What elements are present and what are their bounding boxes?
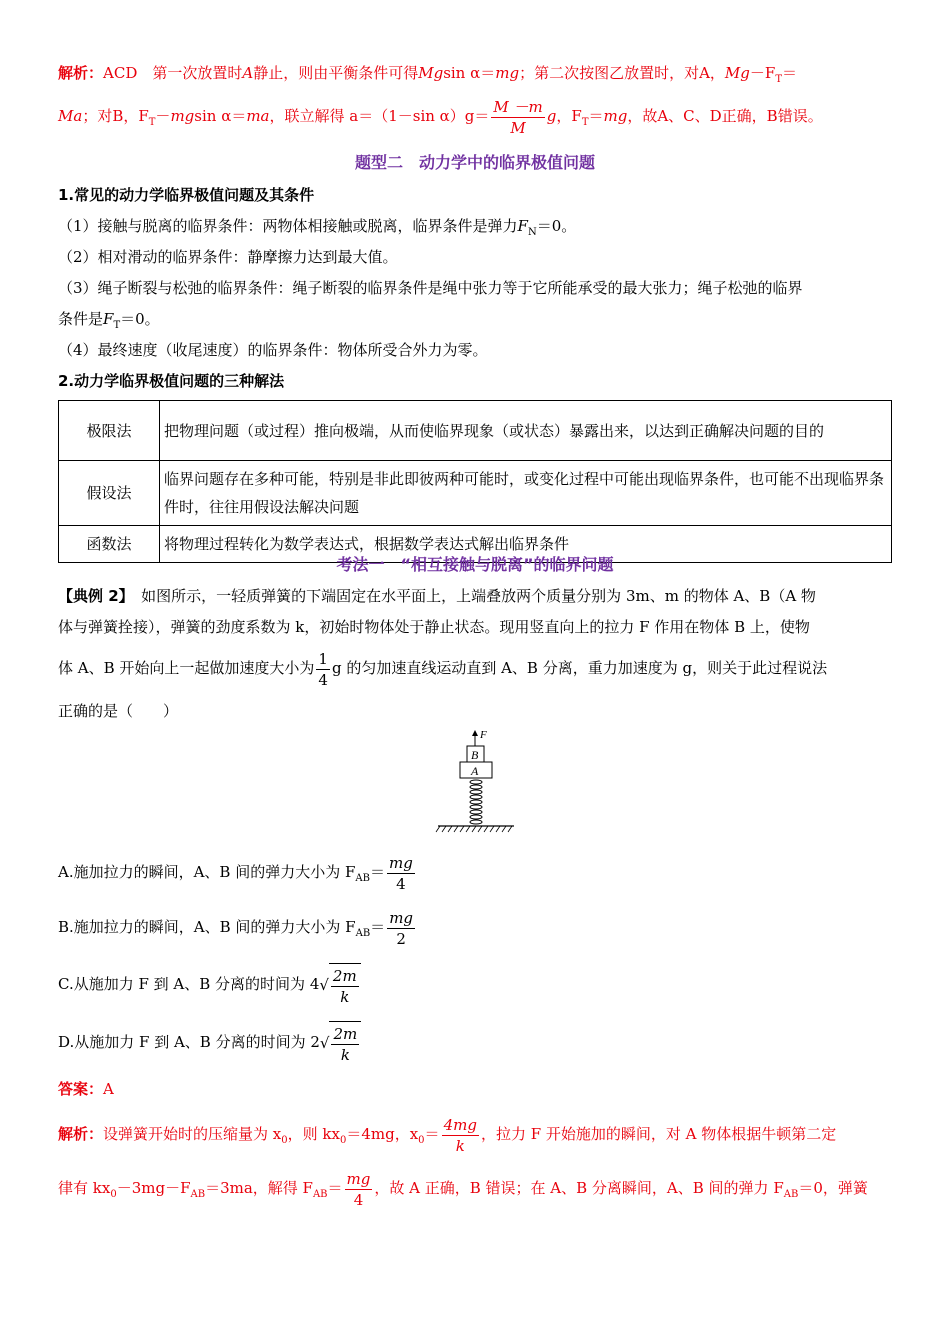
answer	[58, 1078, 114, 1100]
spring	[470, 780, 482, 824]
text: ，故 A 正确，B 错误；在 A、B 分离瞬间，A、B 间的弹力 F	[374, 1179, 784, 1197]
text: k	[340, 1046, 350, 1065]
text: mg	[170, 107, 195, 125]
analysis-label: 解析：	[58, 1125, 104, 1143]
text: AB	[783, 1189, 799, 1200]
fraction	[387, 908, 415, 949]
fraction	[442, 1115, 479, 1156]
text: 4	[318, 670, 328, 689]
fraction	[345, 1169, 373, 1210]
text: 律有 kx	[58, 1179, 111, 1197]
text: 4	[396, 874, 406, 893]
analysis2-line2	[58, 1166, 868, 1217]
text: √	[319, 1034, 330, 1053]
text: D.从施加力 F 到 A、B 分离的时间为 2	[58, 1033, 320, 1051]
text: mg	[346, 1169, 371, 1188]
text: M －m	[493, 97, 543, 116]
text: 静止，则由平衡条件可得	[253, 64, 419, 82]
example-line4: 正确的是（ ）	[58, 702, 179, 720]
force-label: F	[480, 729, 487, 741]
answer-value: A	[103, 1080, 114, 1098]
sqrt	[319, 962, 360, 1008]
fraction	[387, 853, 415, 894]
text: AB	[190, 1189, 206, 1200]
text: 如图所示，一轻质弹簧的下端固定在水平面上，上端叠放两个质量分别为 3m、m 的物体 A、B（A 物	[126, 587, 816, 605]
heading-2: 2.动力学临界极值问题的三种解法	[58, 372, 285, 390]
paragraph-3a: （3）绳子断裂与松弛的临界条件：绳子断裂的临界条件是绳中张力等于它所能承受的最大张力；绳子松弛的临界	[58, 279, 803, 297]
text: k	[340, 988, 350, 1007]
option-d	[58, 1020, 361, 1066]
text: ，拉力 F 开始施加的瞬间，对 A 物体根据牛顿第二定	[480, 1125, 837, 1143]
analysis-label: 解析：	[58, 64, 104, 82]
text: 体 A、B 开始向上一起做加速度大小为	[58, 659, 315, 677]
text: 2m	[332, 967, 357, 986]
text: ma	[246, 107, 270, 125]
analysis1-line1	[58, 62, 797, 91]
text: 条件是	[58, 310, 104, 328]
method-desc: 临界问题存在多种可能，特别是非此即彼两种可能时，或变化过程中可能出现临界条件，也可能不出现临界条件时，往往用假设法解决问题	[160, 461, 892, 526]
table-row	[59, 461, 892, 526]
example-line3	[58, 646, 827, 690]
text: 4mg	[443, 1115, 477, 1134]
text: ＝0，弹簧	[798, 1179, 868, 1197]
text: ＝	[424, 1125, 440, 1143]
text: Mg	[724, 64, 750, 82]
spring-figure	[430, 728, 520, 838]
option-a	[58, 850, 417, 901]
text: A.施加拉力的瞬间，A、B 间的弹力大小为 F	[58, 863, 356, 881]
example-line2: 体与弹簧拴接），弹簧的劲度系数为 k，初始时物体处于静止状态。现用竖直向上的拉力 F 作用在物体 B 上，使物	[58, 618, 810, 636]
text: －F	[749, 64, 776, 82]
text: ，故A、C、D正确，B错误。	[627, 107, 823, 125]
block-a-label: A	[471, 764, 479, 778]
method-name: 极限法	[59, 401, 160, 461]
text: F	[103, 310, 114, 328]
fraction	[316, 649, 330, 690]
text: ＝	[369, 863, 385, 881]
paragraph-2: （2）相对滑动的临界条件：静摩擦力达到最大值。	[58, 248, 398, 266]
option-c	[58, 962, 361, 1008]
text: T	[113, 320, 121, 331]
text: ＝0。	[536, 217, 577, 235]
text: （1）接触与脱离的临界条件：两物体相接触或脱离，临界条件是弹力	[58, 217, 518, 235]
block-b-label: B	[471, 748, 479, 762]
text: mg	[389, 908, 414, 927]
option-b	[58, 905, 417, 956]
text: ＝	[327, 1179, 343, 1197]
section-title: 题型二 动力学中的临界极值问题	[354, 153, 595, 172]
text: g	[546, 107, 557, 125]
text: ，F	[556, 107, 582, 125]
text: ＝	[370, 918, 386, 936]
text: ＝4mg，x	[346, 1125, 419, 1143]
text: ＝	[781, 64, 797, 82]
text: ＝3ma，解得 F	[205, 1179, 313, 1197]
text: －	[155, 107, 171, 125]
fraction	[331, 1024, 359, 1065]
text: Ma	[58, 107, 83, 125]
analysis2-line1	[58, 1112, 836, 1163]
text: Mg	[418, 64, 444, 82]
text: AB	[355, 928, 371, 939]
text: ；对B，F	[82, 107, 149, 125]
methods-table	[58, 400, 892, 563]
paragraph-4: （4）最终速度（收尾速度）的临界条件：物体所受合外力为零。	[58, 341, 488, 359]
table-row	[59, 401, 892, 461]
text: 1	[318, 649, 328, 668]
text: k	[455, 1136, 465, 1155]
text: T	[148, 117, 156, 128]
method-desc: 将物理过程转化为数学表达式，根据数学表达式解出临界条件	[160, 526, 892, 563]
text: F	[517, 217, 528, 235]
text: AB	[355, 873, 370, 884]
text: 0	[110, 1189, 117, 1200]
paragraph-1	[58, 215, 576, 244]
example-tag: 【典例 2】	[58, 587, 127, 605]
text: ACD 第一次放置时	[103, 64, 243, 82]
text: A	[242, 64, 254, 82]
text: 4	[353, 1190, 364, 1209]
text: 0	[418, 1135, 425, 1146]
text: B.施加拉力的瞬间，A、B 间的弹力大小为 F	[58, 918, 356, 936]
text: 0	[281, 1135, 288, 1146]
text: ，则 kx	[287, 1125, 340, 1143]
subsection-title: 考法一 “相互接触与脱离”的临界问题	[336, 555, 614, 574]
analysis1-line2	[58, 96, 823, 143]
text: sin α＝	[443, 64, 496, 82]
text: C.从施加力 F 到 A、B 分离的时间为 4	[58, 975, 320, 993]
sqrt	[320, 1020, 361, 1066]
text: ＝	[588, 107, 604, 125]
text: mg	[495, 64, 520, 82]
example-line1	[58, 585, 816, 607]
answer-label: 答案：	[58, 1080, 104, 1098]
text: T	[775, 74, 782, 85]
fraction	[331, 966, 359, 1007]
method-name: 假设法	[59, 461, 160, 526]
method-name: 函数法	[59, 526, 160, 563]
arrow-head	[472, 730, 478, 736]
text: mg	[603, 107, 628, 125]
text: mg	[389, 853, 413, 872]
text: －3mg－F	[116, 1179, 191, 1197]
text: ；第二次按图乙放置时，对A，	[519, 64, 725, 82]
method-desc: 把物理问题（或过程）推向极端，从而使临界现象（或状态）暴露出来，以达到正确解决问题的目的	[160, 401, 892, 461]
heading-1: 1.常见的动力学临界极值问题及其条件	[58, 186, 315, 204]
text: 2	[396, 929, 406, 948]
text: 2m	[333, 1025, 358, 1044]
text: 设弹簧开始时的压缩量为 x	[103, 1125, 282, 1143]
text: T	[581, 117, 589, 128]
fraction	[491, 97, 544, 138]
text: 0	[339, 1135, 347, 1146]
text: M	[510, 118, 526, 137]
text: ，联立解得 a＝（1－sin α）g＝	[269, 107, 490, 125]
text: √	[319, 976, 329, 995]
ground-hatch	[436, 826, 512, 832]
text: AB	[312, 1189, 328, 1200]
text: g 的匀加速直线运动直到 A、B 分离，重力加速度为 g，则关于此过程说法	[331, 659, 828, 677]
text: N	[527, 227, 537, 238]
paragraph-3b	[58, 308, 160, 337]
text: ＝0。	[120, 310, 160, 328]
text: sin α＝	[194, 107, 247, 125]
